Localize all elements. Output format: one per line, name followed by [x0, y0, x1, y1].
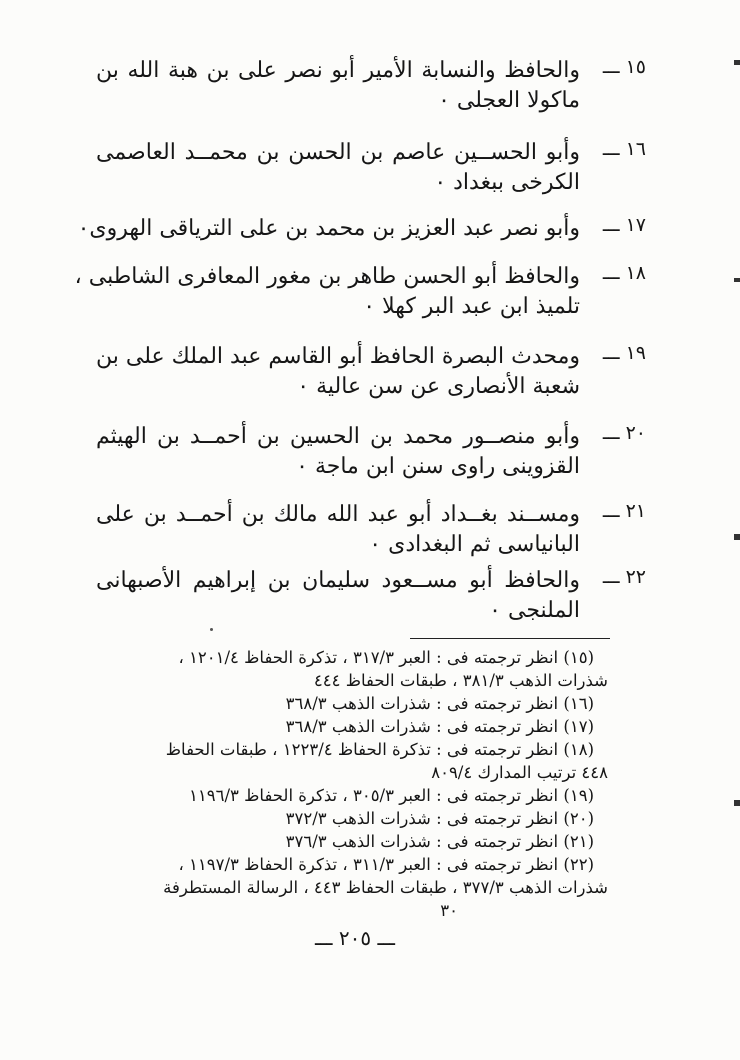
entry-line: وأبو منصــور محمد بن الحسين بن أحمــد بن الهيثم	[96, 424, 580, 449]
entry-line-continuation: القزوينى راوى سنن ابن ماجة ٠	[296, 454, 580, 479]
entry-line-continuation: الكرخى ببغداد ٠	[434, 170, 580, 195]
entry-line-continuation: تلميذ ابن عبد البر كهلا ٠	[363, 294, 580, 319]
entry-21	[96, 500, 646, 560]
scan-mark	[734, 800, 740, 806]
entry-line-continuation: ماكولا العجلى ٠	[438, 88, 580, 113]
footnote-divider	[410, 638, 610, 639]
entry-number: ٢٢ ـــ	[602, 566, 646, 588]
footnote-line: (١٦) انظر ترجمته فى : شذرات الذهب ٣٦٨/٣	[285, 694, 594, 713]
entry-18	[74, 262, 646, 322]
entry-15	[96, 56, 646, 116]
entry-22	[96, 566, 646, 626]
entry-number: ١٧ ـــ	[602, 214, 646, 236]
entry-line: ومســند بغــداد أبو عبد الله مالك بن أحمــد بن على	[96, 502, 580, 527]
entry-number: ١٦ ـــ	[602, 138, 646, 160]
scan-mark	[734, 278, 740, 282]
footnote-line: (٢٢) انظر ترجمته فى : العبر ٣١١/٣ ، تذكرة الحفاظ ١١٩٧/٣ ،	[178, 855, 594, 874]
footnote-line: (١٧) انظر ترجمته فى : شذرات الذهب ٣٦٨/٣	[285, 717, 594, 736]
footnote-line: شذرات الذهب ٣٨١/٣ ، طبقات الحفاظ ٤٤٤	[313, 671, 608, 690]
footnote-line: (٢١) انظر ترجمته فى : شذرات الذهب ٣٧٦/٣	[285, 832, 594, 851]
footnote-line: (١٩) انظر ترجمته فى : العبر ٣٠٥/٣ ، تذكرة الحفاظ ١١٩٦/٣	[189, 786, 594, 805]
footnote-line: (١٥) انظر ترجمته فى : العبر ٣١٧/٣ ، تذكرة الحفاظ ١٢٠١/٤ ،	[178, 648, 594, 667]
entry-19	[96, 342, 646, 402]
entry-17	[77, 214, 646, 244]
entry-line: وأبو الحســين عاصم بن الحسن بن محمــد العاصمى	[96, 140, 580, 165]
footnote-line: ٤٤٨ ترتيب المدارك ٨٠٩/٤	[431, 763, 608, 782]
scan-mark	[734, 534, 740, 540]
entry-number: ١٨ ـــ	[602, 262, 646, 284]
entry-line-continuation: البانياسى ثم البغدادى ٠	[369, 532, 580, 557]
entry-line-continuation: شعبة الأنصارى عن سن عالية ٠	[297, 374, 580, 399]
footnote-line: (٢٠) انظر ترجمته فى : شذرات الذهب ٣٧٢/٣	[285, 809, 594, 828]
footnotes	[96, 646, 608, 922]
footnote-line: شذرات الذهب ٣٧٧/٣ ، طبقات الحفاظ ٤٤٣ ، الرسالة المستطرفة	[163, 878, 608, 897]
footnote-line: (١٨) انظر ترجمته فى : تذكرة الحفاظ ١٢٢٣/٤ ، طبقات الحفاظ	[165, 740, 594, 759]
entry-line: ومحدث البصرة الحافظ أبو القاسم عبد الملك على بن	[96, 344, 580, 369]
entry-line-continuation: الملنجى ٠	[489, 598, 580, 623]
entry-number: ١٩ ـــ	[602, 342, 646, 364]
entry-number: ٢١ ـــ	[602, 500, 646, 522]
scan-speck	[210, 628, 213, 631]
entry-line: والحافظ والنسابة الأمير أبو نصر على بن هبة الله بن	[96, 58, 580, 83]
entry-line: والحافظ أبو الحسن طاهر بن مغور المعافرى الشاطبى ،	[74, 264, 580, 289]
entry-20	[96, 422, 646, 482]
entry-16	[96, 138, 646, 198]
scan-mark	[734, 60, 740, 65]
entry-number: ٢٠ ـــ	[602, 422, 646, 444]
footnote-line: ٣٠	[440, 901, 458, 920]
entry-line: وأبو نصر عبد العزيز بن محمد بن على الترياقى الهروى٠	[77, 216, 580, 241]
entry-number: ١٥ ـــ	[602, 56, 646, 78]
entry-line: والحافظ أبو مســعود سليمان بن إبراهيم الأصبهانى	[96, 568, 580, 593]
page-number: ـــ ٢٠٥ ـــ	[314, 926, 396, 950]
